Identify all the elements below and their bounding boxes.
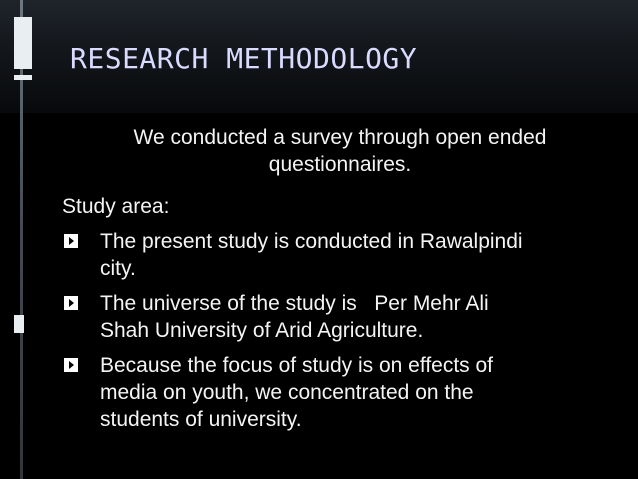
square-arrow-bullet-icon xyxy=(64,296,78,310)
decorative-bar-icon xyxy=(14,75,32,80)
square-arrow-bullet-icon xyxy=(64,234,78,248)
intro-line-2: questionnaires. xyxy=(268,153,412,176)
bullet-list xyxy=(62,228,622,441)
slide-title: RESEARCH METHODOLOGY xyxy=(70,42,418,75)
intro-paragraph xyxy=(80,124,600,178)
study-area-label: Study area: xyxy=(62,195,170,218)
bullet-line: The present study is conducted in Rawalpindi xyxy=(100,230,523,253)
list-item xyxy=(62,352,622,433)
bullet-line: Because the focus of study is on effects of xyxy=(100,354,494,377)
bullet-line: students of university. xyxy=(100,408,302,431)
side-accent-line xyxy=(20,0,23,479)
bullet-line: city. xyxy=(100,257,136,280)
list-item xyxy=(62,228,622,282)
decorative-block-icon xyxy=(14,17,32,69)
bullet-line: media on youth, we concentrated on the xyxy=(100,381,474,404)
decorative-block-icon xyxy=(14,315,24,333)
bullet-line: Shah University of Arid Agriculture. xyxy=(100,319,424,342)
bullet-line: The universe of the study is Per Mehr Ali xyxy=(100,292,489,315)
list-item xyxy=(62,290,622,344)
intro-line-1: We conducted a survey through open ended xyxy=(133,126,547,149)
square-arrow-bullet-icon xyxy=(64,358,78,372)
